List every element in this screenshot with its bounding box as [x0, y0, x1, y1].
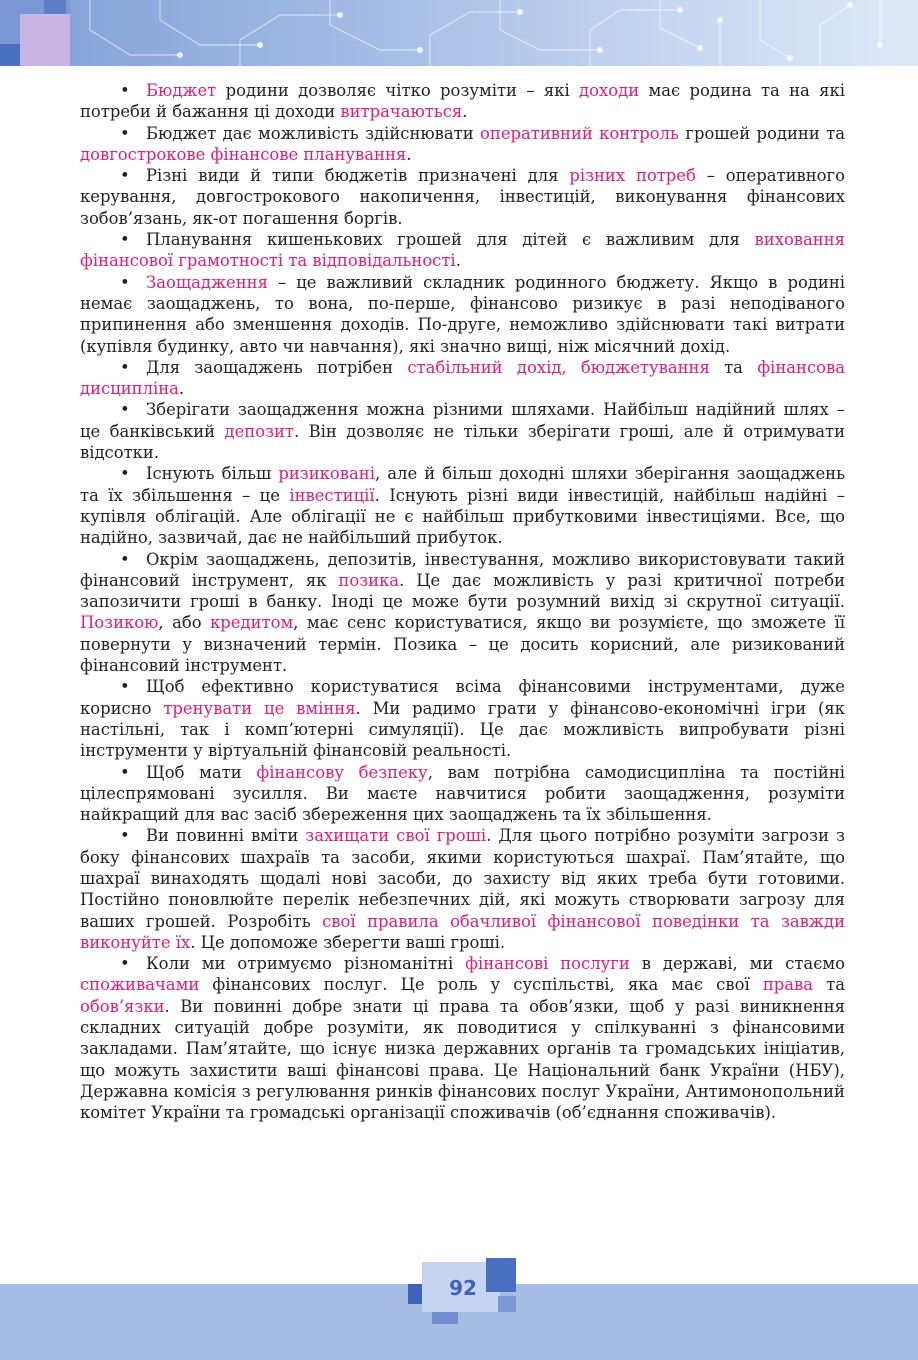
paragraph-text: Існують більш — [146, 464, 279, 484]
highlighted-term: кредитом — [210, 613, 294, 633]
highlighted-term: свої правила обачливої фінансової поведінки та завжди виконуйте їх — [80, 911, 846, 952]
bullet-paragraph — [80, 825, 845, 953]
paragraph-text: має родина та на які потреби й бажання ці доходи — [80, 81, 845, 122]
highlighted-term: довгострокове фінансове планування — [80, 144, 407, 164]
highlighted-term: Бюджет — [146, 81, 217, 100]
bullet-paragraph — [80, 272, 845, 357]
bullet-icon: • — [120, 357, 130, 377]
corner-square-decoration — [44, 0, 66, 14]
highlighted-term: позика — [338, 570, 400, 590]
highlighted-term: Заощадження — [146, 272, 268, 292]
highlighted-term: оперативний контроль — [480, 123, 679, 143]
bullet-paragraph — [80, 80, 845, 123]
highlighted-term: стабільний дохід, бюджетування — [407, 357, 710, 377]
page-number: 92 — [449, 1276, 477, 1300]
highlighted-term: витрачаються — [340, 102, 463, 122]
paragraph-text: , але й більш доходні шляхи зберігання заощаджень та їх збільшення – це — [80, 464, 845, 505]
paragraph-text: Щоб мати — [146, 762, 257, 782]
paragraph-text: Окрім заощаджень, депозитів, інвестування, можливо використовувати такий фінансовий інструмент, як — [80, 549, 845, 590]
paragraph-text: , вам потрібна самодисципліна та постійні цілеспрямовані зусилля. Ви маєте навчитися робити заощадження, розуміти найкращий для вас засіб збереження цих заощаджень та їх збільшення. — [80, 762, 846, 825]
highlighted-term: обов’язки — [80, 996, 165, 1016]
bullet-icon: • — [120, 166, 130, 186]
paragraph-text: . — [178, 379, 185, 399]
paragraph-text: , або — [158, 613, 211, 633]
paragraph-text: Планування кишенькових грошей для дітей є важливим для — [146, 230, 755, 250]
paragraph-text: в державі, ми стаємо — [629, 954, 845, 974]
paragraph-text: . Існують різні види інвестицій, найбільш надійні – купівля облігацій. Але облігації не є найбільш прибутковими інвестиціями. Все, що надійно, зазвичай, дає не найбільший прибуток. — [80, 485, 845, 548]
highlighted-term: виховання фінансової грамотності та відповідальності — [80, 230, 845, 271]
paragraph-text: . — [406, 144, 412, 164]
paragraph-text: та — [709, 357, 758, 377]
bullet-icon: • — [120, 400, 130, 420]
bullet-icon: • — [120, 123, 130, 143]
highlighted-term: фінансова дисципліна — [80, 357, 845, 399]
paragraph-text: грошей родини та — [678, 123, 845, 143]
highlighted-term: права — [762, 975, 814, 995]
bullet-paragraph — [80, 165, 845, 229]
corner-square-decoration — [20, 14, 70, 66]
paragraph-text: Бюджет дає можливість здійснювати — [146, 123, 481, 143]
paragraph-text: . Ви повинні добре знати ці права та обов’язки, щоб у разі виникнення складних ситуацій добре розуміти, як поводитися у спілкуванні з фінансовими закладами. Пам’ятайте, що існує низка державних органів та громадських ініціатив, що можуть захистити ваші фінансові права. Це Національний банк України (НБУ), Державна комісія з регулювання ринків фінансових послуг України, Антимонопольний комітет України та громадські організації споживачів (об’єднання споживачів). — [80, 996, 845, 1123]
bullet-list — [80, 80, 845, 1124]
bullet-paragraph — [80, 399, 845, 463]
paragraph-text: . Це допоможе зберегти ваші гроші. — [190, 932, 506, 952]
corner-square-decoration — [0, 44, 20, 66]
highlighted-term: фінансову безпеку — [256, 762, 428, 782]
bullet-icon: • — [120, 549, 130, 569]
bullet-paragraph — [80, 229, 845, 272]
paragraph-text: родини дозволяє чітко розуміти – які — [216, 81, 580, 100]
bullet-icon: • — [120, 954, 130, 974]
paragraph-text: Щоб ефективно користуватися всіма фінансовими інструментами, дуже корисно — [80, 677, 845, 718]
highlighted-term: різних потреб — [569, 166, 696, 186]
highlighted-term: споживачами — [80, 975, 200, 995]
paragraph-text: . Це дає можливість у разі критичної потреби запозичити гроші в банку. Іноді це може бути розумний вихід зі скрутної ситуації. — [80, 570, 845, 612]
paragraph-text: . — [462, 102, 468, 122]
paragraph-text: . Ми радимо грати у фінансово-економічні ігри (як настільні, так і комп’ютерні симуляції). Це дає можливість випробувати різні інструменти у віртуальній фінансовій реальності. — [80, 698, 845, 761]
highlighted-term: доходи — [579, 81, 640, 100]
paragraph-text: та — [813, 975, 845, 995]
paragraph-text: . Він дозволяє не тільки зберігати гроші, але й отримувати відсотки. — [80, 421, 845, 463]
highlighted-term: ризиковані — [278, 464, 375, 484]
paragraph-text: . — [455, 251, 461, 271]
bullet-paragraph — [80, 123, 845, 166]
highlighted-term: захищати свої гроші — [305, 826, 487, 846]
circuit-decoration-icon — [0, 0, 918, 66]
paragraph-text: Коли ми отримуємо різноманітні — [146, 954, 466, 974]
paragraph-text: , має сенс користуватися, якщо ви розумієте, що зможете її повернути у визначений термін. Позика – це досить корисний, але ризикований фінансовий інструмент. — [80, 613, 845, 676]
paragraph-text: Ви повинні вміти — [146, 826, 306, 846]
bullet-paragraph — [80, 676, 845, 761]
paragraph-text: Для заощаджень потрібен — [146, 357, 408, 377]
bullet-icon: • — [120, 230, 130, 250]
paragraph-text: Різні види й типи бюджетів призначені для — [146, 166, 570, 186]
page-number-decoration — [432, 1312, 458, 1324]
bullet-paragraph — [80, 549, 845, 677]
bullet-icon: • — [120, 826, 130, 846]
bullet-paragraph — [80, 357, 845, 400]
highlighted-term: депозит — [224, 421, 295, 441]
highlighted-term: фінансові послуги — [465, 954, 630, 974]
bullet-icon: • — [120, 272, 130, 292]
paragraph-text: – це важливий складник родинного бюджету. Якщо в родині немає заощаджень, то вона, по-перше, фінансово ризикує в разі неподіваного припинення або зменшення доходів. По-друге, неможливо здійснювати такі витрати (купівля будинку, авто чи навчання), які значно вищі, ніж місячний дохід. — [80, 272, 845, 356]
paragraph-text: Зберігати заощадження можна різними шляхами. Найбільш надійний шлях – це банківський — [80, 400, 845, 441]
highlighted-term: інвестиції — [289, 485, 375, 505]
bullet-icon: • — [120, 677, 130, 697]
paragraph-text: . Для цього потрібно розуміти загрози з боку фінансових шахраїв та засоби, якими користуються шахраї. Пам’ятайте, що шахраї винаходять щодалі нові засоби, до захисту від яких треба бути готовими. Постійно поновлюйте перелік небезпечних дій, які можуть створювати загрозу для ваших грошей. Розробіть — [80, 826, 845, 931]
bullet-paragraph — [80, 953, 845, 1123]
bullet-icon: • — [120, 762, 130, 782]
header-banner — [0, 0, 918, 66]
highlighted-term: тренувати це вміння — [163, 698, 356, 718]
paragraph-text: фінансових послуг. Це роль у суспільстві, яка має свої — [199, 975, 763, 995]
bullet-paragraph — [80, 463, 845, 548]
bullet-icon: • — [120, 81, 130, 100]
bullet-paragraph — [80, 762, 845, 826]
highlighted-term: Позикою — [80, 613, 159, 633]
paragraph-text: – оперативного керування, довгострокового накопичення, інвестицій, виконування фінансових зобов’язань, як-от погашення боргів. — [80, 166, 845, 228]
bullet-icon: • — [120, 464, 130, 484]
